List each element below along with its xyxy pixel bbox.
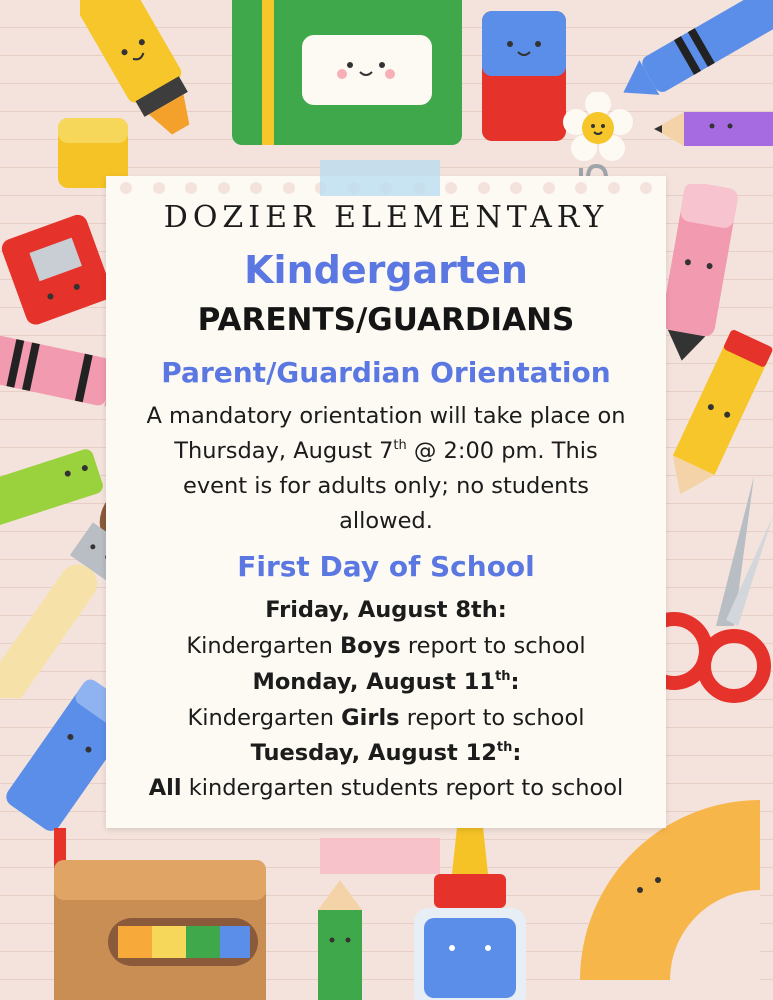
school-name: DOZIER ELEMENTARY — [163, 200, 609, 235]
program-title: Kindergarten — [244, 248, 528, 292]
orientation-heading: Parent/Guardian Orientation — [161, 356, 611, 389]
first-day-date: Tuesday, August 12th: — [250, 740, 522, 766]
first-day-detail: All kindergarten students report to school — [148, 775, 624, 801]
orientation-text-line: A mandatory orientation will take place on — [146, 403, 626, 429]
first-day-detail: Kindergarten Boys report to school — [186, 633, 586, 659]
orientation-text-line: event is for adults only; no students — [183, 473, 589, 499]
first-day-heading: First Day of School — [237, 550, 535, 583]
orientation-text-line: allowed. — [339, 508, 433, 534]
first-day-detail: Kindergarten Girls report to school — [187, 705, 585, 731]
orientation-text-line: Thursday, August 7th @ 2:00 pm. This — [174, 438, 598, 464]
first-day-date: Friday, August 8th: — [265, 597, 507, 623]
first-day-date: Monday, August 11th: — [252, 669, 520, 695]
audience-title: PARENTS/GUARDIANS — [197, 302, 575, 338]
